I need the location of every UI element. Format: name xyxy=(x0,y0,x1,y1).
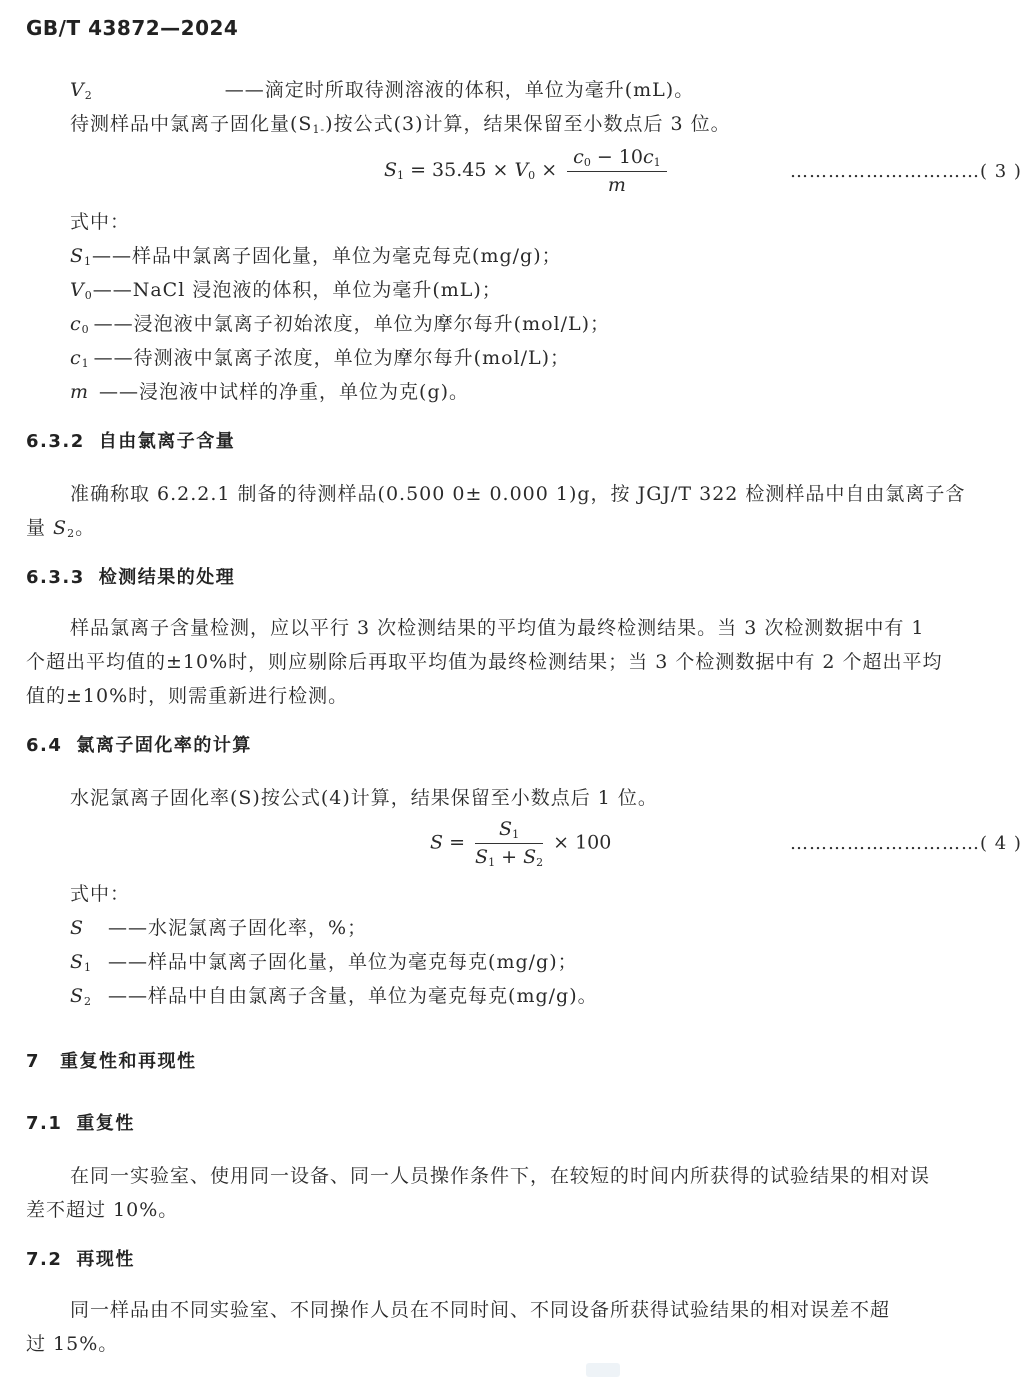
where-label-4: 式中： xyxy=(70,883,131,905)
formula-4-number: …………………………( 4 ) xyxy=(790,833,1022,854)
section-7-1-line1: 在同一实验室、使用同一设备、同一人员操作条件下，在较短的时间内所获得的试验结果的相对误 xyxy=(70,1165,931,1187)
standard-code: GB/T 43872—2024 xyxy=(26,16,239,40)
section-6-4-heading: 6.4 氯离子固化率的计算 xyxy=(26,735,252,756)
section-7-heading: 7 重复性和再现性 xyxy=(26,1051,197,1072)
formula-3-number: …………………………( 3 ) xyxy=(790,161,1022,182)
formula-3-denominator: m xyxy=(607,174,626,196)
calc-intro-3: 待测样品中氯离子固化量$(S_{1-})$按公式(3)计算，结果保留至小数点后 3 位。 xyxy=(70,113,731,136)
section-6-3-3-line2: 个超出平均值的±10%时，则应剔除后再取平均值为最终检测结果；当 3 个检测数据中有 2 个超出平均 xyxy=(26,651,943,673)
formula-3-fraction xyxy=(567,146,667,196)
v2-symbol: V xyxy=(70,79,85,101)
formula-3: $S_1 = 35.45 \times V_0$ × $\frac{c_0 - 10c_1}{m}$ xyxy=(384,146,671,196)
def4-row: $S_1$ ——样品中氯离子固化量，单位为毫克每克(mg/g)； xyxy=(70,951,578,974)
formula-4: S = $\frac{S_1}{S_1 + S_2}$ × 100 xyxy=(430,818,612,869)
section-7-2-line1: 同一样品由不同实验室、不同操作人员在不同时间、不同设备所获得试验结果的相对误差不超 xyxy=(70,1299,891,1321)
section-7-2-heading: 7.2 再现性 xyxy=(26,1249,135,1270)
section-7-1-line2: 差不超过 10%。 xyxy=(26,1199,179,1221)
def3-row: $c_1$ ——待测液中氯离子浓度，单位为摩尔每升(mol/L)； xyxy=(70,347,571,370)
def4-row: S ——水泥氯离子固化率，%； xyxy=(70,917,368,939)
section-6-3-2-line1: 准确称取 6.2.2.1 制备的待测样品(0.500 0± 0.000 1)g，按 JGJ/T 322 检测样品中自由氯离子含 xyxy=(70,483,966,505)
section-7-1-heading: 7.1 重复性 xyxy=(26,1113,135,1134)
formula-4-numerator: $S_1$ xyxy=(475,818,543,844)
v2-description: ——滴定时所取待测溶液的体积，单位为毫升(mL)。 xyxy=(224,79,695,101)
watermark-fragment xyxy=(586,1363,620,1377)
section-7-2-line2: 过 15%。 xyxy=(26,1333,119,1355)
v2-subscript: 2 xyxy=(84,89,93,102)
def4-row: $S_2$ ——样品中自由氯离子含量，单位为毫克每克(mg/g)。 xyxy=(70,985,598,1008)
v2-definition xyxy=(70,78,694,108)
def3-row: $c_0$ ——浸泡液中氯离子初始浓度，单位为摩尔每升(mol/L)； xyxy=(70,313,611,336)
formula-4-denominator: $S_1 + S_2$ xyxy=(475,846,544,869)
section-6-3-3-heading: 6.3.3 检测结果的处理 xyxy=(26,567,236,588)
def3-row: $S_1——$样品中氯离子固化量，单位为毫克每克(mg/g)； xyxy=(70,245,562,268)
def3-row: m ——浸泡液中试样的净重，单位为克(g)。 xyxy=(70,381,470,403)
section-6-3-3-line1: 样品氯离子含量检测，应以平行 3 次检测结果的平均值为最终检测结果。当 3 次检测数据中有 1 xyxy=(70,617,925,639)
section-6-3-2-heading: 6.3.2 自由氯离子含量 xyxy=(26,431,236,452)
def3-row: $V_0——NaCl$ 浸泡液的体积，单位为毫升(mL)； xyxy=(70,279,502,302)
where-label-3: 式中： xyxy=(70,211,131,233)
section-6-3-2-line2: 量 $S_2$。 xyxy=(26,517,96,540)
formula-4-fraction xyxy=(475,818,543,869)
section-6-3-3-line3: 值的±10%时，则需重新进行检测。 xyxy=(26,685,349,707)
formula-3-numerator: $c_0 - 10c_1$ xyxy=(567,146,667,172)
section-6-4-intro: 水泥氯离子固化率(S)按公式(4)计算，结果保留至小数点后 1 位。 xyxy=(70,787,658,809)
